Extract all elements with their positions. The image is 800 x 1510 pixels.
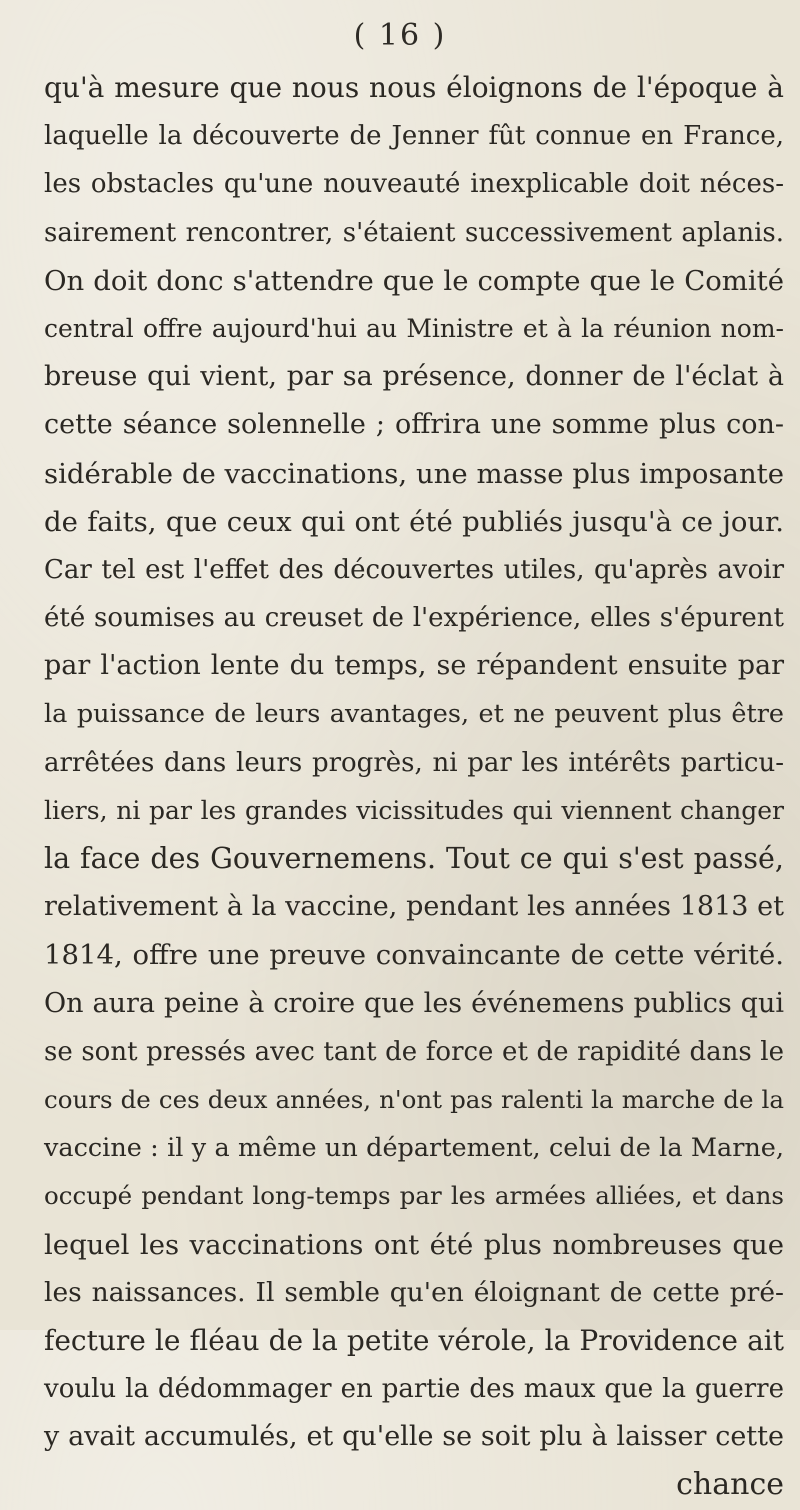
page-number: ( 16 ) — [353, 18, 447, 53]
text-line: 1814, offre une preuve convaincante de cette vérité. — [44, 939, 784, 972]
text-line: été soumises au creuset de l'expérience, elles s'épurent — [44, 603, 784, 634]
text-line: les obstacles qu'une nouveauté inexplicable doit néces- — [44, 169, 784, 200]
text-line: breuse qui vient, par sa présence, donner de l'éclat à — [44, 361, 784, 393]
text-line: occupé pendant long-temps par les armées alliées, et dans — [44, 1181, 784, 1211]
text-line: central offre aujourd'hui au Ministre et à la réunion nom- — [44, 313, 784, 343]
text-line: On aura peine à croire que les événemens publics qui — [44, 987, 784, 1019]
text-line: vaccine : il y a même un département, celui de la Marne, — [44, 1133, 784, 1164]
text-line: par l'action lente du temps, se répandent ensuite par — [44, 650, 784, 682]
text-line: y avait accumulés, et qu'elle se soit plu à laisser cette — [44, 1421, 784, 1453]
text-line: de faits, que ceux qui ont été publiés jusqu'à ce jour. — [44, 505, 784, 538]
text-line: la puissance de leurs avantages, et ne peuvent plus être — [44, 699, 784, 730]
text-line: sairement rencontrer, s'étaient successivement aplanis. — [44, 217, 784, 248]
text-line: qu'à mesure que nous nous éloignons de l'époque à — [44, 71, 784, 104]
text-line: Car tel est l'effet des découvertes utiles, qu'après avoir — [44, 554, 784, 585]
text-line: relativement à la vaccine, pendant les années 1813 et — [44, 891, 784, 923]
text-line: voulu la dédommager en partie des maux que la guerre — [44, 1374, 784, 1405]
text-line: laquelle la découverte de Jenner fût connue en France, — [44, 121, 784, 152]
catchword: chance — [676, 1467, 784, 1503]
text-body — [44, 64, 784, 1510]
text-line: la face des Gouvernemens. Tout ce qui s'est passé, — [44, 842, 784, 875]
text-line: les naissances. Il semble qu'en éloignant de cette pré- — [44, 1276, 784, 1308]
text-line: sidérable de vaccinations, une masse plus imposante — [44, 457, 784, 490]
text-line: arrêtées dans leurs progrès, ni par les intérêts particu- — [44, 747, 784, 778]
text-line: cette séance solennelle ; offrira une somme plus con- — [44, 409, 784, 441]
text-line: liers, ni par les grandes vicissitudes qui viennent changer — [44, 795, 784, 825]
text-line: cours de ces deux années, n'ont pas ralenti la marche de la — [44, 1084, 784, 1114]
text-line: fecture le fléau de la petite vérole, la Providence ait — [44, 1323, 784, 1357]
text-line: On doit donc s'attendre que le compte que le Comité — [44, 264, 784, 297]
text-line: se sont pressés avec tant de force et de rapidité dans le — [44, 1036, 784, 1067]
text-line: lequel les vaccinations ont été plus nombreuses que — [44, 1228, 784, 1261]
